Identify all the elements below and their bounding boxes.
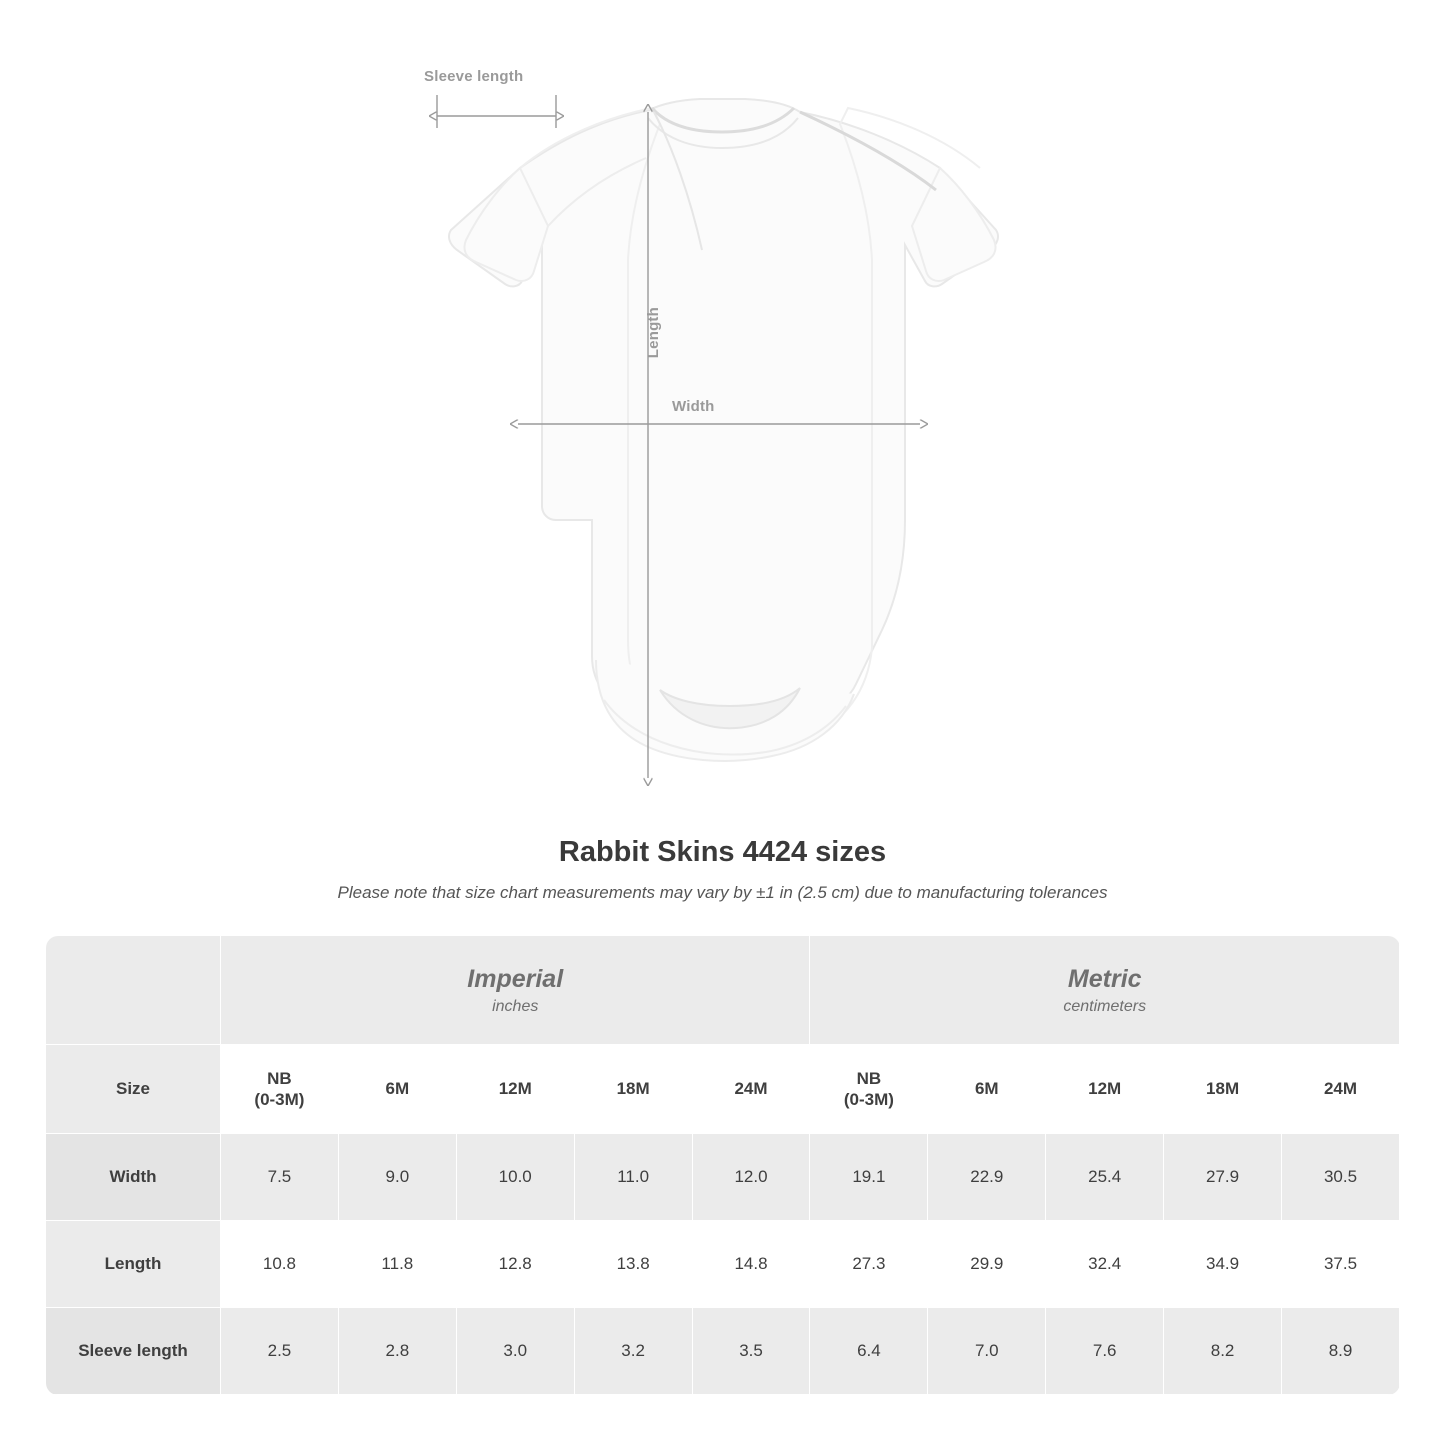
unit-group-imperial: Imperial inches: [221, 936, 810, 1045]
table-row: [46, 1221, 1400, 1308]
size-chart-table: [45, 935, 1400, 1395]
column-header-nb-imperial: NB (0-3M): [221, 1045, 339, 1134]
cell-length-6m-cm: 29.9: [928, 1221, 1046, 1308]
title-block: [0, 836, 1445, 903]
cell-sleeve-24m-cm: 8.9: [1282, 1308, 1400, 1395]
unit-group-metric: Metric centimeters: [810, 936, 1400, 1045]
page-title: Rabbit Skins 4424 sizes: [558, 836, 887, 868]
column-header-12m-imperial: 12M: [456, 1045, 574, 1134]
column-header-24m-metric: 24M: [1282, 1045, 1400, 1134]
table-row: [46, 1308, 1400, 1395]
cell-sleeve-12m-cm: 7.6: [1046, 1308, 1164, 1395]
tolerance-note: Please note that size chart measurements may vary by ±1 in (2.5 cm) due to manufacturing tolerances: [337, 883, 1108, 902]
width-label: Width: [672, 398, 715, 415]
cell-length-nb-in: 10.8: [221, 1221, 339, 1308]
cell-width-18m-cm: 27.9: [1164, 1134, 1282, 1221]
cell-width-12m-cm: 25.4: [1046, 1134, 1164, 1221]
cell-sleeve-18m-in: 3.2: [574, 1308, 692, 1395]
size-header-row: [46, 1045, 1400, 1134]
table-row: [46, 1134, 1400, 1221]
sleeve-length-label: Sleeve length: [424, 68, 524, 85]
bodysuit-shape: [449, 99, 998, 761]
size-corner-header: Size: [46, 1045, 221, 1134]
cell-length-18m-cm: 34.9: [1164, 1221, 1282, 1308]
cell-sleeve-nb-cm: 6.4: [810, 1308, 928, 1395]
cell-length-18m-in: 13.8: [574, 1221, 692, 1308]
cell-sleeve-18m-cm: 8.2: [1164, 1308, 1282, 1395]
cell-sleeve-24m-in: 3.5: [692, 1308, 810, 1395]
row-label-width: Width: [46, 1134, 221, 1221]
cell-length-24m-in: 14.8: [692, 1221, 810, 1308]
cell-width-6m-in: 9.0: [338, 1134, 456, 1221]
cell-length-nb-cm: 27.3: [810, 1221, 928, 1308]
cell-width-nb-cm: 19.1: [810, 1134, 928, 1221]
unit-header-row: [46, 936, 1400, 1045]
cell-width-18m-in: 11.0: [574, 1134, 692, 1221]
cell-width-12m-in: 10.0: [456, 1134, 574, 1221]
column-header-12m-metric: 12M: [1046, 1045, 1164, 1134]
cell-length-12m-in: 12.8: [456, 1221, 574, 1308]
cell-sleeve-6m-cm: 7.0: [928, 1308, 1046, 1395]
unit-corner-cell: [46, 936, 221, 1045]
column-header-18m-metric: 18M: [1164, 1045, 1282, 1134]
length-label: Length: [645, 307, 662, 359]
cell-width-24m-cm: 30.5: [1282, 1134, 1400, 1221]
column-header-24m-imperial: 24M: [692, 1045, 810, 1134]
column-header-18m-imperial: 18M: [574, 1045, 692, 1134]
row-label-length: Length: [46, 1221, 221, 1308]
cell-length-12m-cm: 32.4: [1046, 1221, 1164, 1308]
cell-width-nb-in: 7.5: [221, 1134, 339, 1221]
cell-width-6m-cm: 22.9: [928, 1134, 1046, 1221]
row-label-sleeve-length: Sleeve length: [46, 1308, 221, 1395]
column-header-nb-metric: NB (0-3M): [810, 1045, 928, 1134]
cell-width-24m-in: 12.0: [692, 1134, 810, 1221]
cell-sleeve-6m-in: 2.8: [338, 1308, 456, 1395]
cell-length-24m-cm: 37.5: [1282, 1221, 1400, 1308]
column-header-6m-metric: 6M: [928, 1045, 1046, 1134]
cell-sleeve-12m-in: 3.0: [456, 1308, 574, 1395]
cell-length-6m-in: 11.8: [338, 1221, 456, 1308]
column-header-6m-imperial: 6M: [338, 1045, 456, 1134]
cell-sleeve-nb-in: 2.5: [221, 1308, 339, 1395]
